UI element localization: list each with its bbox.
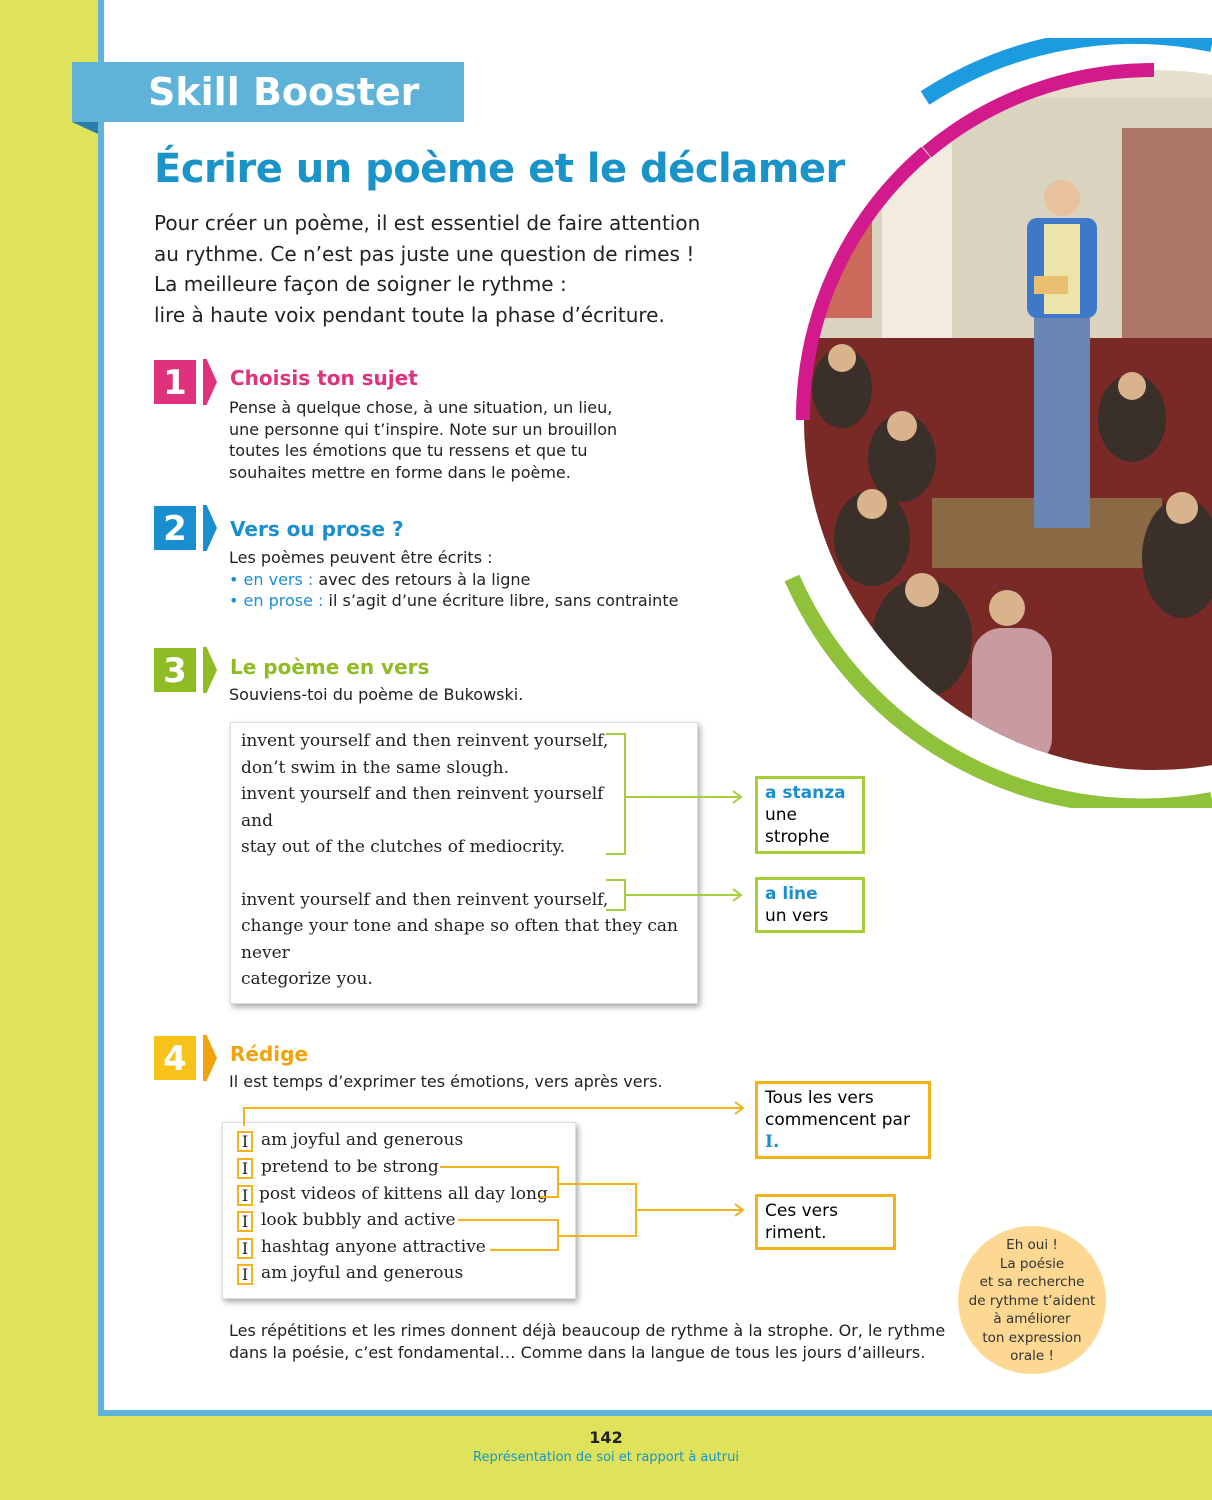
bubble-line: et sa recherche [979,1274,1085,1290]
bubble-line: Eh oui ! [1006,1237,1058,1253]
initial-letter: I [237,1264,253,1285]
student-poem-line: post videos of kittens all day long [259,1184,548,1204]
initial-i-letter: I [765,1132,773,1152]
student-poem-line: am joyful and generous [261,1130,464,1150]
step-1-title: Choisis ton sujet [230,366,418,390]
initial-letter: I [237,1211,253,1232]
student-poem-line: am joyful and generous [261,1263,464,1283]
bubble-line: La poésie [999,1255,1065,1272]
initial-letter: I [237,1158,253,1179]
step-4-number: 4 [154,1036,196,1080]
step-2-number: 2 [154,506,196,550]
step-2-title: Vers ou prose ? [230,517,404,541]
step-3-title: Le poème en vers [230,655,430,679]
intro-line: au rythme. Ce n’est pas juste une question de rimes ! [154,241,695,266]
step-1-line: toutes les émotions que tu ressens et que tu [229,441,588,460]
poem-line: change your tone and shape so often that they can [241,916,678,936]
bubble-line: ton expression [982,1329,1082,1346]
bullet-term: • en vers : [229,569,314,589]
line-translation: un vers [765,906,829,926]
chapter-subtitle: Représentation de soi et rapport à autrui [473,1450,739,1465]
student-poem-line: pretend to be strong [261,1157,439,1177]
poem-line: don’t swim in the same slough. [241,758,509,778]
initial-i-text: Tous les vers commencent par [765,1088,910,1130]
stanza-term: a stanza [765,783,846,803]
poem-line: invent yourself and then reinvent yourself, [241,890,609,910]
initial-letter: I [237,1238,253,1259]
bubble-line: de rythme t’aident [968,1292,1096,1309]
step-3-line: Souviens-toi du poème de Bukowski. [229,685,524,704]
step-4-line: Il est temps d’exprimer tes émotions, vers après vers. [229,1072,663,1091]
poem-line: and [241,811,273,831]
conclusion-line: Les répétitions et les rimes donnent déjà beaucoup de rythme à la strophe. Or, le rythme [229,1321,946,1340]
intro-line: Pour créer un poème, il est essentiel de faire attention [154,211,701,235]
bubble-line: orale ! [1010,1348,1054,1364]
page-title: Écrire un poème et le déclamer [154,146,845,192]
tip-bubble [958,1226,1106,1374]
step-1-line: souhaites mettre en forme dans le poème. [229,462,571,482]
conclusion-line: dans la poésie, c’est fondamental… Comme dans la langue de tous les jours d’ailleurs. [229,1343,926,1362]
step-1-number: 1 [154,360,196,404]
poem-line: categorize you. [241,969,373,989]
poem-line: never [241,943,290,963]
conclusion-paragraph [229,1320,945,1364]
stanza-translation: une strophe [765,805,830,847]
intro-line: La meilleure façon de soigner le rythme : [154,272,567,296]
step-3-number: 3 [154,648,196,692]
step-1-line: Pense à quelque chose, à une situation, un lieu, [229,398,613,417]
poem-line: invent yourself and then reinvent yourself [241,784,604,804]
bullet-text: il s’agit d’une écriture libre, sans contrainte [323,591,679,610]
initial-i-end: . [772,1132,780,1152]
initial-letter: I [237,1185,253,1206]
step-4-title: Rédige [230,1042,309,1066]
poem-line: invent yourself and then reinvent yourself, [241,731,609,751]
rhyme-label: Ces vers riment. [755,1194,896,1250]
student-poem-line: hashtag anyone attractive [261,1237,486,1257]
step-2-intro: Les poèmes peuvent être écrits : [229,548,493,567]
bullet-term: • en prose : [229,591,324,610]
page-number: 142 [589,1428,623,1447]
bullet-text: avec des retours à la ligne [313,569,531,589]
initial-letter: I [237,1131,253,1152]
student-poem-line: look bubbly and active [261,1210,456,1230]
intro-line: lire à haute voix pendant toute la phase d’écriture. [154,302,665,327]
bubble-line: à améliorer [993,1311,1071,1327]
line-term: a line [765,884,818,904]
section-banner: Skill Booster [72,62,464,122]
step-1-line: une personne qui t’inspire. Note sur un brouillon [229,419,618,439]
poem-line: stay out of the clutches of mediocrity. [241,837,566,857]
